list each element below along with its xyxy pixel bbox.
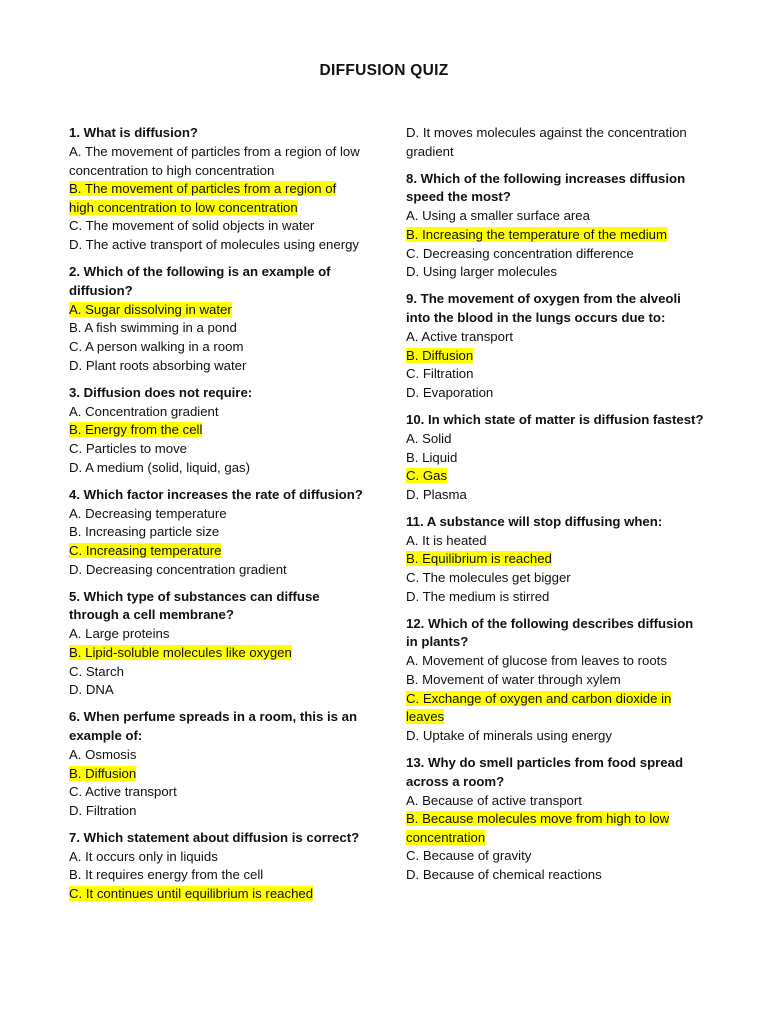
answer-option xyxy=(406,449,706,468)
option-text: A. Concentration gradient xyxy=(69,403,219,419)
answer-option xyxy=(69,561,364,580)
option-text: B. Diffusion xyxy=(406,347,474,363)
option-text: D. The active transport of molecules using energy xyxy=(69,237,360,253)
question-block xyxy=(69,708,364,820)
answer-option xyxy=(406,532,706,551)
option-text: B. Diffusion xyxy=(69,765,137,781)
answer-option xyxy=(406,588,706,607)
question-block xyxy=(406,615,706,746)
answer-option xyxy=(406,430,706,449)
question-block xyxy=(69,263,364,375)
answer-option xyxy=(406,727,706,746)
option-text: C. A person walking in a room xyxy=(69,339,244,355)
option-text: D. DNA xyxy=(69,682,114,698)
question-block xyxy=(69,124,364,255)
option-text: B. The movement of particles from a region of high concentration to low concentration xyxy=(69,181,337,215)
option-text: A. Using a smaller surface area xyxy=(406,208,590,224)
option-text: A. Large proteins xyxy=(69,626,170,642)
answer-option xyxy=(406,328,706,347)
option-text: D. Uptake of minerals using energy xyxy=(406,727,612,743)
answer-option xyxy=(69,681,364,700)
option-text: C. Because of gravity xyxy=(406,848,532,864)
answer-option xyxy=(69,625,364,644)
question-block xyxy=(406,170,706,282)
correct-answer-option xyxy=(69,180,364,217)
option-text: D. A medium (solid, liquid, gas) xyxy=(69,459,251,475)
answer-option xyxy=(406,652,706,671)
answer-option xyxy=(406,569,706,588)
answer-option xyxy=(406,671,706,690)
option-text: C. Starch xyxy=(69,663,124,679)
option-text: A. It occurs only in liquids xyxy=(69,848,218,864)
question-text: 1. What is diffusion? xyxy=(69,125,198,140)
page-title: DIFFUSION QUIZ xyxy=(319,62,449,79)
answer-option xyxy=(406,263,706,282)
correct-answer-option xyxy=(406,347,706,366)
question-block xyxy=(69,384,364,477)
option-text: B. Liquid xyxy=(406,449,458,465)
option-text: B. Energy from the cell xyxy=(69,422,203,438)
option-text: C. Exchange of oxygen and carbon dioxide in leaves xyxy=(406,690,672,725)
answer-option xyxy=(69,357,364,376)
option-text: D. The medium is stirred xyxy=(406,588,550,604)
option-text: A. Active transport xyxy=(406,328,514,344)
correct-answer-option xyxy=(69,765,364,784)
answer-option xyxy=(406,866,706,885)
question-text: 2. Which of the following is an example of diffusion? xyxy=(69,264,331,298)
question-text: 6. When perfume spreads in a room, this is an example of: xyxy=(69,709,357,743)
correct-answer-option xyxy=(406,810,706,847)
question-block xyxy=(69,588,364,700)
question-text: 7. Which statement about diffusion is correct? xyxy=(69,829,360,845)
answer-option xyxy=(69,143,364,180)
option-text: C. The molecules get bigger xyxy=(406,570,571,586)
answer-option xyxy=(69,505,364,524)
correct-answer-option xyxy=(406,690,706,727)
option-text: B. Lipid-soluble molecules like oxygen xyxy=(69,644,292,660)
answer-option xyxy=(406,486,706,505)
option-text: D. Using larger molecules xyxy=(406,264,557,280)
question-block xyxy=(406,513,706,606)
question-text: 9. The movement of oxygen from the alveoli into the blood in the lungs occurs due to: xyxy=(406,291,681,325)
option-text: D. Filtration xyxy=(69,802,137,818)
option-text: A. The movement of particles from a region of low concentration to high concentration xyxy=(69,144,360,178)
question-block xyxy=(69,829,364,904)
question-block xyxy=(406,754,706,885)
question-text: 12. Which of the following describes diffusion in plants? xyxy=(406,615,694,650)
correct-answer-option xyxy=(406,467,706,486)
left-column xyxy=(69,124,364,912)
correct-answer-option xyxy=(69,885,364,904)
option-text: C. Active transport xyxy=(69,784,177,800)
option-text: D. Because of chemical reactions xyxy=(406,866,602,882)
option-text: A. It is heated xyxy=(406,532,487,548)
option-text: C. Filtration xyxy=(406,366,474,382)
option-text: B. It requires energy from the cell xyxy=(69,867,264,883)
option-text: C. It continues until equilibrium is reached xyxy=(69,886,314,902)
question-block xyxy=(406,290,706,402)
correct-answer-option xyxy=(69,301,364,320)
option-text: B. Movement of water through xylem xyxy=(406,672,621,688)
option-text: A. Movement of glucose from leaves to roots xyxy=(406,653,667,669)
question-block xyxy=(69,486,364,579)
question-text: 10. In which state of matter is diffusion fastest? xyxy=(406,411,704,427)
question-text: 8. Which of the following increases diffusion speed the most? xyxy=(406,170,686,205)
option-text: A. Decreasing temperature xyxy=(69,505,227,521)
question-text: 3. Diffusion does not require: xyxy=(69,384,253,400)
answer-option xyxy=(69,663,364,682)
option-text: C. The movement of solid objects in water xyxy=(69,218,315,234)
option-text: B. Increasing particle size xyxy=(69,524,220,540)
answer-option xyxy=(69,403,364,422)
option-text: B. Equilibrium is reached xyxy=(406,551,552,567)
correct-answer-option xyxy=(69,644,364,663)
answer-option xyxy=(406,207,706,226)
answer-option xyxy=(69,440,364,459)
option-text: C. Decreasing concentration difference xyxy=(406,245,634,261)
question-text: 4. Which factor increases the rate of diffusion? xyxy=(69,486,363,502)
option-text: D. Plant roots absorbing water xyxy=(69,357,247,373)
correct-answer-option xyxy=(69,542,364,561)
question-block xyxy=(406,411,706,504)
question-text: 5. Which type of substances can diffuse through a cell membrane? xyxy=(69,588,320,623)
answer-option xyxy=(69,746,364,765)
answer-option xyxy=(69,217,364,236)
answer-option xyxy=(69,236,364,255)
answer-option xyxy=(69,338,364,357)
question-text: 11. A substance will stop diffusing when: xyxy=(406,513,663,529)
option-continued xyxy=(406,124,706,161)
answer-option xyxy=(406,245,706,264)
option-text: D. Evaporation xyxy=(406,384,494,400)
option-text: B. Increasing the temperature of the medium xyxy=(406,226,667,242)
answer-option xyxy=(69,848,364,867)
option-text: A. Osmosis xyxy=(69,746,137,762)
right-column xyxy=(406,124,706,893)
correct-answer-option xyxy=(406,550,706,569)
option-text: B. A fish swimming in a pond xyxy=(69,320,237,336)
answer-option xyxy=(69,523,364,542)
answer-option xyxy=(69,319,364,338)
option-text: C. Particles to move xyxy=(69,441,187,456)
answer-option xyxy=(406,384,706,403)
answer-option xyxy=(406,365,706,384)
option-text: A. Sugar dissolving in water xyxy=(69,301,232,317)
correct-answer-option xyxy=(69,421,364,440)
answer-option xyxy=(406,847,706,866)
option-text: A. Because of active transport xyxy=(406,792,582,808)
answer-option xyxy=(69,866,364,885)
option-text: B. Because molecules move from high to low concentration xyxy=(406,811,670,845)
answer-option xyxy=(69,783,364,802)
option-text: D. Plasma xyxy=(406,486,467,502)
correct-answer-option xyxy=(406,226,706,245)
question-text: 13. Why do smell particles from food spread across a room? xyxy=(406,754,684,789)
option-text: C. Gas xyxy=(406,468,448,484)
option-text: D. It moves molecules against the concentration gradient xyxy=(406,125,687,159)
answer-option xyxy=(406,792,706,811)
answer-option xyxy=(69,459,364,478)
answer-option xyxy=(69,802,364,821)
option-text: D. Decreasing concentration gradient xyxy=(69,561,287,577)
option-text: C. Increasing temperature xyxy=(69,542,222,558)
option-text: A. Solid xyxy=(406,430,452,446)
